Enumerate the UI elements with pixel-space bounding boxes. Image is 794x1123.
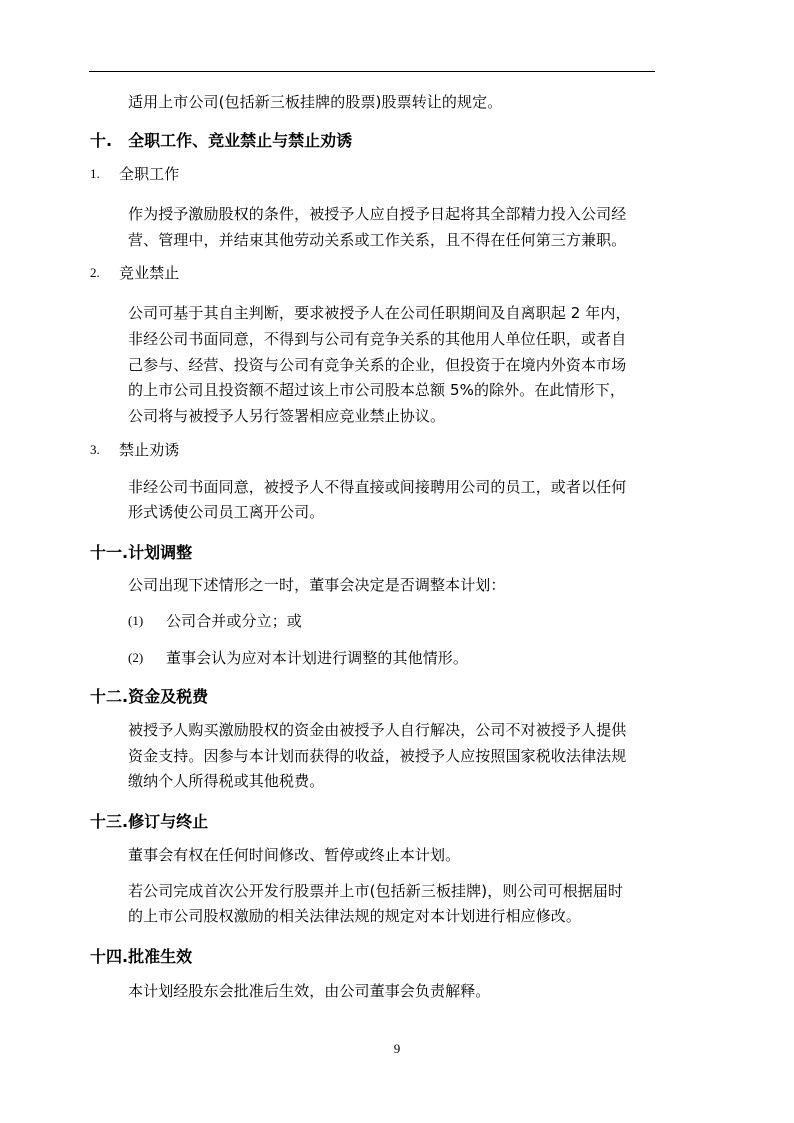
item-2-title: 竞业禁止 (119, 264, 180, 282)
section-12-line-3: 缴纳个人所得税或其他税费。 (128, 772, 325, 790)
page-number: 9 (393, 1041, 401, 1056)
item-2-number: 2. (90, 265, 100, 280)
item-1-line-2: 营、管理中，并结束其他劳动关系或工作关系，且不得在任何第三方兼职。 (128, 231, 627, 249)
item-3-line-1: 非经公司书面同意，被授予人不得直接或间接聘用公司的员工，或者以任何 (128, 478, 627, 496)
section-10-heading: 十. 全职工作、竞业禁止与禁止劝诱 (90, 131, 353, 150)
section-11-intro: 公司出现下述情形之一时，董事会决定是否调整本计划： (128, 576, 506, 594)
item-2-line-5: 公司将与被授予人另行签署相应竞业禁止协议。 (128, 407, 446, 425)
item-3-number: 3. (90, 442, 100, 457)
item-1-title: 全职工作 (119, 165, 180, 183)
item-2-line-2: 非经公司书面同意，不得到与公司有竞争关系的其他用人单位任职，或者自 (128, 330, 627, 348)
section-11-heading: 十一.计划调整 (90, 543, 193, 562)
item-2-line-4: 的上市公司且投资额不超过该上市公司股本总额 5%的除外。在此情形下， (128, 381, 625, 399)
section-12-line-2: 资金支持。因参与本计划而获得的收益，被授予人应按照国家税收法律法规 (128, 747, 627, 765)
list-item-1-number: (1) (128, 613, 144, 628)
item-1-number: 1. (90, 166, 100, 181)
list-item-2-text: 董事会认为应对本计划进行调整的其他情形。 (166, 649, 469, 667)
header-rule (89, 71, 655, 72)
item-2-line-3: 己参与、经营、投资与公司有竞争关系的企业，但投资于在境内外资本市场 (128, 356, 627, 374)
list-item-1-text: 公司合并或分立；或 (166, 612, 302, 630)
section-14-heading: 十四.批准生效 (90, 947, 193, 966)
item-3-title: 禁止劝诱 (119, 441, 180, 459)
section-13-para-2-line-1: 若公司完成首次公开发行股票并上市(包括新三板挂牌)，则公司可根据届时 (128, 882, 624, 900)
section-14-text: 本计划经股东会批准后生效，由公司董事会负责解释。 (128, 982, 491, 1000)
section-13-para-1: 董事会有权在任何时间修改、暂停或终止本计划。 (128, 846, 461, 864)
section-13-heading: 十三.修订与终止 (90, 812, 209, 831)
continuation-line: 适用上市公司(包括新三板挂牌的股票)股票转让的规定。 (128, 93, 503, 111)
section-13-para-2-line-2: 的上市公司股权激励的相关法律法规的规定对本计划进行相应修改。 (128, 907, 582, 925)
list-item-2-number: (2) (128, 650, 144, 665)
item-1-line-1: 作为授予激励股权的条件，被授予人应自授予日起将其全部精力投入公司经 (128, 205, 627, 223)
section-12-heading: 十二.资金及税费 (90, 687, 209, 706)
item-2-line-1: 公司可基于其自主判断，要求被授予人在公司任职期间及自离职起 2 年内， (128, 304, 631, 322)
section-12-line-1: 被授予人购买激励股权的资金由被授予人自行解决，公司不对被授予人提供 (128, 721, 627, 739)
item-3-line-2: 形式诱使公司员工离开公司。 (128, 503, 325, 521)
